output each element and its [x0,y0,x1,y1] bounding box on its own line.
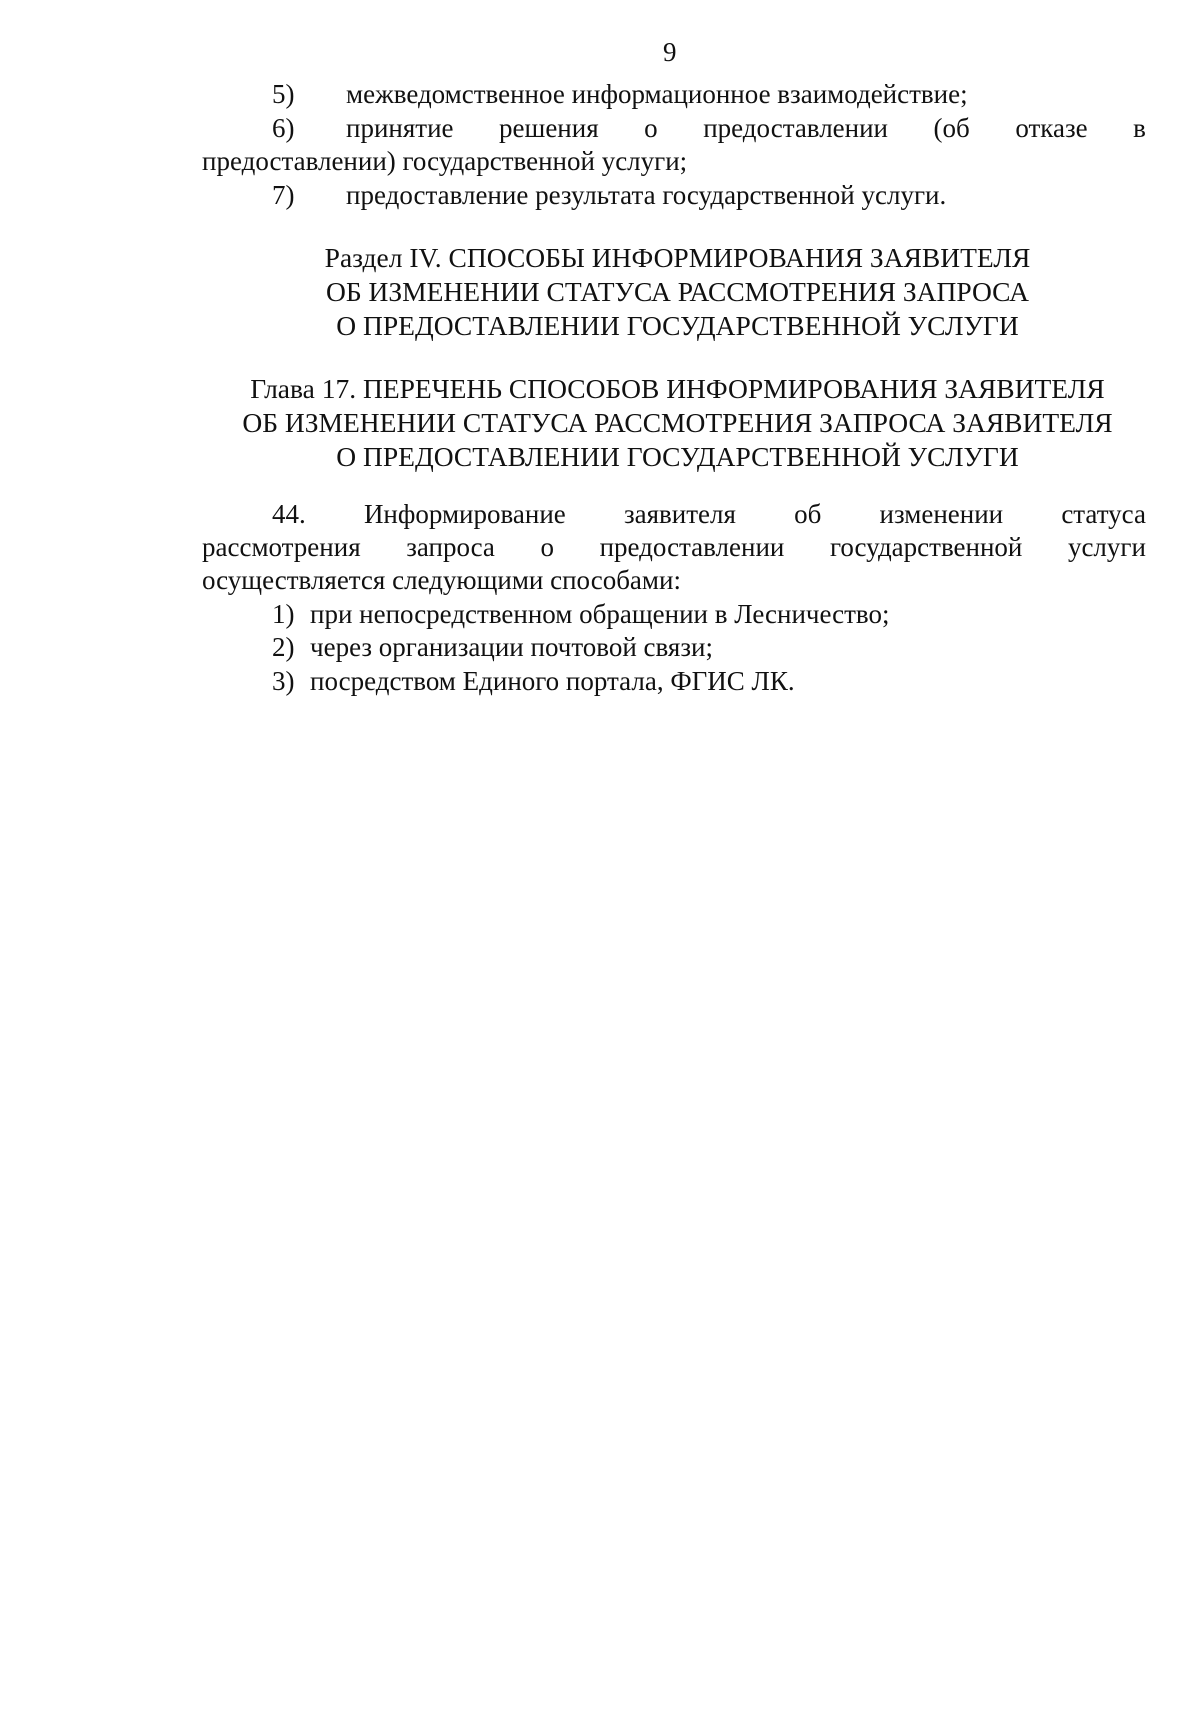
word: статуса [1061,499,1146,529]
method-text: посредством Единого портала, ФГИС ЛК. [310,666,795,696]
paragraph-justified-line [272,498,1146,530]
word: изменении [879,499,1004,529]
word: о [644,113,658,143]
method-number: 3) [272,666,295,696]
chapter-heading-line: ОБ ИЗМЕНЕНИИ СТАТУСА РАССМОТРЕНИЯ ЗАПРОСА ЗАЯВИТЕЛЯ [242,407,1113,438]
paragraph-justified-line [202,531,1146,563]
word: принятие [346,113,454,143]
paragraph-number: 44. [272,499,306,529]
list-item-text: предоставление результата государственной услуги. [346,180,947,210]
method-number: 1) [272,599,295,629]
word: запроса [406,532,495,562]
word: заявителя [623,499,736,529]
word: предоставлении [703,113,888,143]
chapter-heading-line: О ПРЕДОСТАВЛЕНИИ ГОСУДАРСТВЕННОЙ УСЛУГИ [336,441,1019,472]
section-heading-line: ОБ ИЗМЕНЕНИИ СТАТУСА РАССМОТРЕНИЯ ЗАПРОСА [326,276,1029,307]
list-item-number: 5) [272,79,295,109]
method-text: при непосредственном обращении в Лесничество; [310,599,890,629]
word: услуги [1067,532,1146,562]
word: рассмотрения [202,532,361,562]
list-item-number: 7) [272,180,295,210]
word: о [540,532,554,562]
word: отказе [1015,113,1088,143]
section-heading-line: Раздел IV. СПОСОБЫ ИНФОРМИРОВАНИЯ ЗАЯВИТЕЛЯ [324,242,1031,273]
chapter-heading-line: Глава 17. ПЕРЕЧЕНЬ СПОСОБОВ ИНФОРМИРОВАНИЯ ЗАЯВИТЕЛЯ [250,373,1105,404]
list-item-text: межведомственное информационное взаимодействие; [346,79,968,109]
word: решения [499,113,599,143]
word: в [1133,113,1146,143]
method-number: 2) [272,632,295,662]
word: (об [933,113,970,143]
word: Информирование [363,499,566,529]
list-item-justified-line [346,112,1146,144]
word: государственной [829,532,1023,562]
section-heading-line: О ПРЕДОСТАВЛЕНИИ ГОСУДАРСТВЕННОЙ УСЛУГИ [336,310,1019,341]
list-item-continuation: предоставлении) государственной услуги; [202,146,688,176]
list-item-number: 6) [272,113,295,143]
word: предоставлении [599,532,785,562]
method-text: через организации почтовой связи; [310,632,713,662]
word: об [794,499,822,529]
paragraph-line: осуществляется следующими способами: [202,565,681,595]
page-number: 9 [663,37,677,67]
